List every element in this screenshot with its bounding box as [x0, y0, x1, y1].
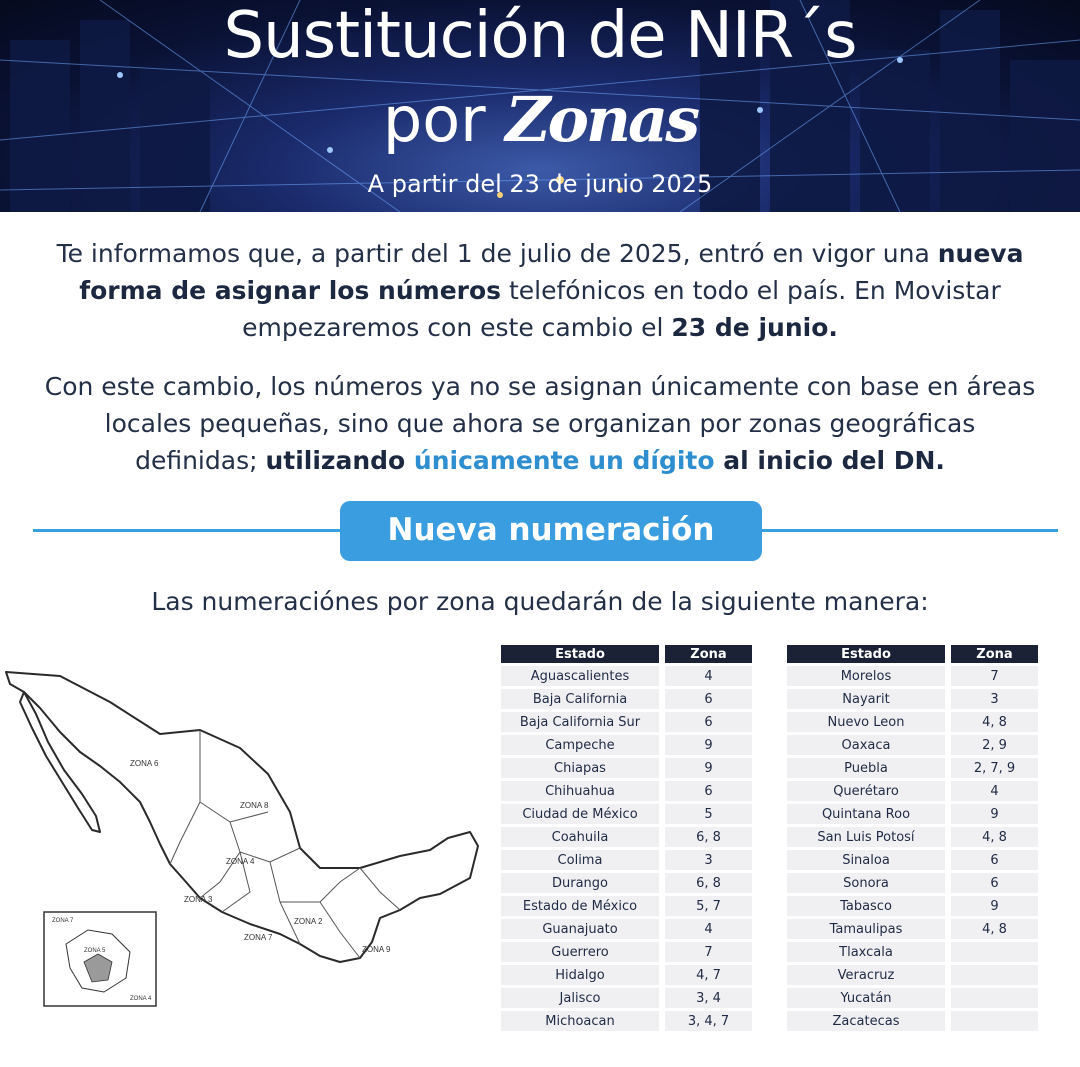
zone-cell: 6, 8 — [665, 827, 752, 847]
intro-p1-text-b: telefónicos en todo el país. En Movistar empezaremos con este cambio el — [242, 276, 1001, 342]
state-cell: Tabasco — [787, 896, 945, 916]
zone-cell: 5 — [665, 804, 752, 824]
hero-title-line1: Sustitución de NIR´s — [223, 0, 857, 73]
state-cell: Jalisco — [501, 988, 659, 1008]
zone-cell: 9 — [951, 804, 1038, 824]
state-cell: Guerrero — [501, 942, 659, 962]
zone-cell: 6, 8 — [665, 873, 752, 893]
state-cell: Guanajuato — [501, 919, 659, 939]
zone-cell — [951, 965, 1038, 985]
inset-label-zona4: ZONA 4 — [130, 996, 152, 1002]
section-subtitle: Las numeraciónes por zona quedarán de la siguiente manera: — [151, 587, 929, 616]
table-row — [501, 666, 752, 686]
table-row — [787, 919, 1038, 939]
table-row — [501, 758, 752, 778]
table-row — [501, 712, 752, 732]
zone-cell: 6 — [665, 712, 752, 732]
zone-cell: 6 — [665, 781, 752, 801]
state-cell: Estado de México — [501, 896, 659, 916]
table-row — [787, 666, 1038, 686]
hero-title-emphasis: Zonas — [505, 83, 698, 156]
state-cell: Morelos — [787, 666, 945, 686]
table-row — [501, 919, 752, 939]
table-row — [787, 942, 1038, 962]
section-pill-title: Nueva numeración — [340, 501, 762, 561]
table-row — [787, 735, 1038, 755]
inset-label-zona5: ZONA 5 — [84, 948, 106, 954]
inset-label-zona7: ZONA 7 — [52, 918, 74, 924]
state-cell: Tlaxcala — [787, 942, 945, 962]
table-row — [501, 965, 752, 985]
zone-cell: 2, 7, 9 — [951, 758, 1038, 778]
zone-cell: 2, 9 — [951, 735, 1038, 755]
zone-cell: 3, 4, 7 — [665, 1011, 752, 1031]
hero-banner — [0, 0, 1080, 212]
intro-paragraph-1 — [40, 235, 1040, 346]
state-cell: Aguascalientes — [501, 666, 659, 686]
table-row — [787, 896, 1038, 916]
table-row — [501, 689, 752, 709]
intro-p2-bold-2: al inicio del DN. — [714, 446, 945, 475]
table-row — [501, 988, 752, 1008]
table-row — [501, 1011, 752, 1031]
table-row — [787, 804, 1038, 824]
table-row — [501, 804, 752, 824]
state-cell: Coahuila — [501, 827, 659, 847]
intro-p1-bold-2: 23 de junio. — [671, 313, 838, 342]
zone-cell: 9 — [951, 896, 1038, 916]
table-row — [501, 942, 752, 962]
map-label-zona2: ZONA 2 — [294, 917, 323, 926]
table-row — [787, 689, 1038, 709]
table-row — [787, 988, 1038, 1008]
state-cell: Chiapas — [501, 758, 659, 778]
mexico-zones-map — [0, 662, 490, 1022]
table-row — [501, 873, 752, 893]
hero-date: A partir del 23 de junio 2025 — [367, 170, 713, 198]
zone-cell: 4, 7 — [665, 965, 752, 985]
state-cell: Hidalgo — [501, 965, 659, 985]
state-cell: Sinaloa — [787, 850, 945, 870]
zone-cell: 5, 7 — [665, 896, 752, 916]
table-row — [787, 965, 1038, 985]
table-row — [787, 758, 1038, 778]
zone-cell — [951, 942, 1038, 962]
zone-cell: 6 — [951, 873, 1038, 893]
table-row — [787, 827, 1038, 847]
state-cell: Tamaulipas — [787, 919, 945, 939]
zones-table-right — [781, 642, 1044, 1034]
table-row — [501, 896, 752, 916]
table-row — [501, 850, 752, 870]
zone-cell — [951, 988, 1038, 1008]
hero-title-prefix: por — [382, 83, 486, 156]
zone-cell: 6 — [665, 689, 752, 709]
map-label-zona4: ZONA 4 — [226, 857, 255, 866]
table-header-state: Estado — [787, 645, 945, 663]
state-cell: Oaxaca — [787, 735, 945, 755]
state-cell: Baja California — [501, 689, 659, 709]
zone-cell: 3 — [665, 850, 752, 870]
state-cell: Colima — [501, 850, 659, 870]
hero-title-line2 — [0, 80, 1080, 160]
state-cell: Nuevo Leon — [787, 712, 945, 732]
zone-cell: 3, 4 — [665, 988, 752, 1008]
state-cell: Zacatecas — [787, 1011, 945, 1031]
state-cell: Baja California Sur — [501, 712, 659, 732]
table-row — [787, 850, 1038, 870]
intro-p2-bold-1: utilizando — [265, 446, 414, 475]
intro-paragraph-2 — [40, 368, 1040, 479]
intro-p1-bold-1: nueva forma de asignar los números — [79, 239, 1024, 305]
zones-table-left — [495, 642, 758, 1034]
map-label-zona3: ZONA 3 — [184, 895, 213, 904]
map-label-zona7: ZONA 7 — [244, 933, 273, 942]
state-cell: Quintana Roo — [787, 804, 945, 824]
map-label-zona8: ZONA 8 — [240, 801, 269, 810]
zone-cell: 6 — [951, 850, 1038, 870]
state-cell: Veracruz — [787, 965, 945, 985]
zone-cell: 4 — [665, 919, 752, 939]
state-cell: Michoacan — [501, 1011, 659, 1031]
zone-cell: 9 — [665, 758, 752, 778]
state-cell: Campeche — [501, 735, 659, 755]
table-header-state: Estado — [501, 645, 659, 663]
map-inset — [44, 912, 156, 1006]
table-row — [501, 735, 752, 755]
table-header-zone: Zona — [665, 645, 752, 663]
map-label-zona6: ZONA 6 — [130, 759, 159, 768]
table-row — [501, 781, 752, 801]
baja-peninsula — [20, 692, 100, 832]
state-cell: San Luis Potosí — [787, 827, 945, 847]
intro-p2-text-a: Con este cambio, los números ya no se asignan únicamente con base en áreas locales pequeñas, sino que ahora se organizan por zonas geográficas definidas; — [44, 372, 1036, 475]
state-cell: Durango — [501, 873, 659, 893]
map-label-zona9: ZONA 9 — [362, 945, 391, 954]
zone-cell: 7 — [665, 942, 752, 962]
table-row — [787, 712, 1038, 732]
zone-cell: 3 — [951, 689, 1038, 709]
zone-cell: 4, 8 — [951, 919, 1038, 939]
state-cell: Querétaro — [787, 781, 945, 801]
divider-left — [33, 529, 343, 532]
state-cell: Ciudad de México — [501, 804, 659, 824]
table-row — [501, 827, 752, 847]
zone-cell: 7 — [951, 666, 1038, 686]
table-row — [787, 873, 1038, 893]
zone-cell: 4 — [665, 666, 752, 686]
intro-p1-text-a: Te informamos que, a partir del 1 de julio de 2025, entró en vigor una — [56, 239, 938, 268]
zone-cell: 4, 8 — [951, 712, 1038, 732]
table-row — [787, 781, 1038, 801]
intro-p2-highlight: únicamente un dígito — [413, 446, 715, 475]
table-header-zone: Zona — [951, 645, 1038, 663]
state-cell: Chihuahua — [501, 781, 659, 801]
zone-cell — [951, 1011, 1038, 1031]
zone-cell: 9 — [665, 735, 752, 755]
state-cell: Yucatán — [787, 988, 945, 1008]
state-cell: Puebla — [787, 758, 945, 778]
state-cell: Sonora — [787, 873, 945, 893]
state-cell: Nayarit — [787, 689, 945, 709]
divider-right — [760, 529, 1058, 532]
table-row — [787, 1011, 1038, 1031]
zone-cell: 4, 8 — [951, 827, 1038, 847]
zone-cell: 4 — [951, 781, 1038, 801]
